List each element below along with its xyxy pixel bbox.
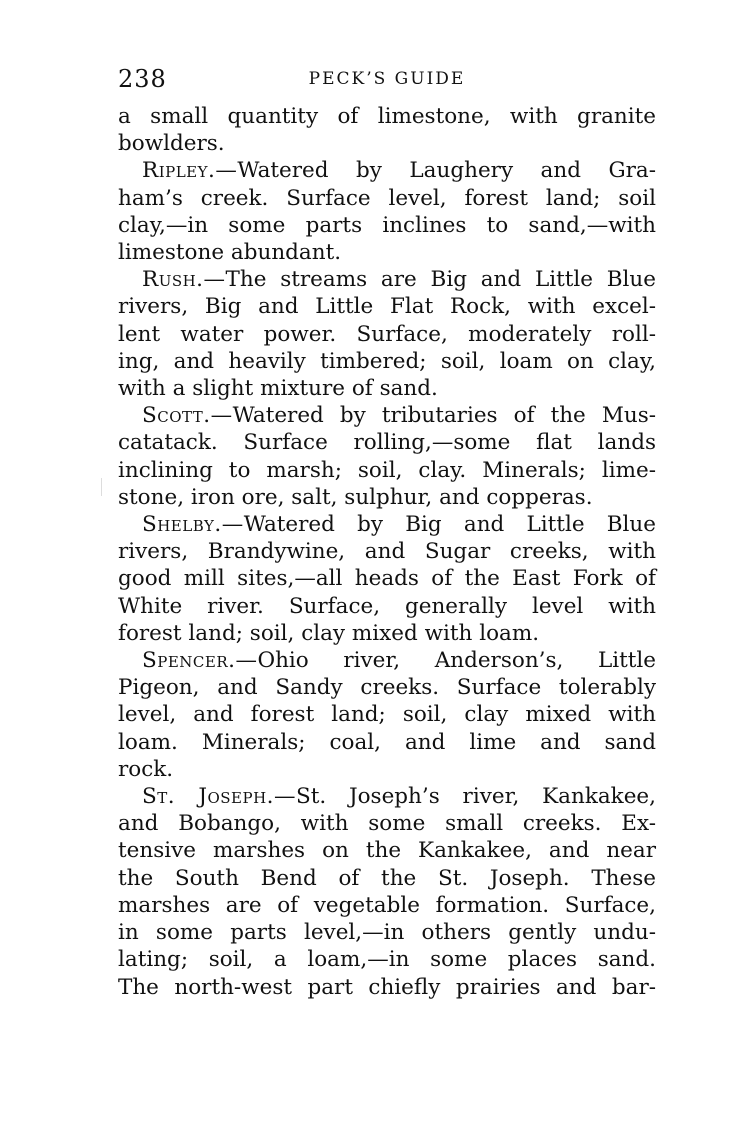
spencer-county-heading: Spencer.— <box>142 648 258 674</box>
st-joseph-entry-text: St. Joseph’s river, Kankakee, <box>296 784 656 810</box>
running-head <box>118 55 656 95</box>
text-line-11: with a slight mixture of sand. <box>118 376 438 402</box>
text-line-4: ham’s creek. Surface level, forest land; soil <box>118 185 656 211</box>
text-line-8: rivers, Big and Little Flat Rock, with excel- <box>118 294 656 320</box>
spencer-entry-text: Ohio river, Anderson’s, Little <box>257 648 656 674</box>
scott-county-heading: Scott.— <box>142 403 233 429</box>
text-line-27: and Bobango, with some small creeks. Ex- <box>118 811 656 837</box>
text-line-29: the South Bend of the St. Joseph. These <box>118 865 656 891</box>
spencer-entry-line-1 <box>118 647 656 674</box>
book-page <box>118 55 656 1001</box>
text-line-25: rock. <box>118 756 174 782</box>
text-line-19: White river. Surface, generally level with <box>118 593 656 619</box>
scott-entry-line-1 <box>118 402 656 429</box>
st-joseph-county-heading: St. Joseph.— <box>142 784 296 810</box>
ripley-entry-line-1 <box>118 157 656 184</box>
text-line-6: limestone abundant. <box>118 240 342 266</box>
text-line-30: marshes are of vegetable formation. Surface, <box>118 892 656 918</box>
shelby-entry-text: Watered by Big and Little Blue <box>243 512 656 538</box>
text-line-1: a small quantity of limestone, with granite <box>118 104 656 129</box>
text-line-2: bowlders. <box>118 131 225 157</box>
ripley-county-heading: Ripley.— <box>142 158 238 184</box>
rush-county-heading: Rush.— <box>142 267 226 293</box>
print-mark <box>101 478 102 496</box>
ripley-entry-text: Watered by Laughery and Gra- <box>237 158 656 184</box>
scott-entry-text: Watered by tributaries of the Mus- <box>232 403 656 429</box>
text-line-31: in some parts level,—in others gently undu- <box>118 920 656 946</box>
text-line-32: lating; soil, a loam,—in some places sand. <box>118 947 656 973</box>
text-line-10: ing, and heavily timbered; soil, loam on clay, <box>118 348 656 374</box>
rush-entry-line-1 <box>118 266 656 293</box>
text-line-14: inclining to marsh; soil, clay. Minerals; lime- <box>118 457 656 483</box>
running-title: PECK’S GUIDE <box>308 69 466 89</box>
shelby-entry-line-1 <box>118 511 656 538</box>
text-line-22: Pigeon, and Sandy creeks. Surface tolerably <box>118 675 656 701</box>
text-line-33: The north-west part chiefly prairies and bar- <box>118 974 656 1000</box>
text-line-9: lent water power. Surface, moderately roll- <box>118 321 656 347</box>
page-number: 238 <box>118 65 167 93</box>
text-line-23: level, and forest land; soil, clay mixed with <box>118 702 656 728</box>
st-joseph-entry-line-1 <box>118 783 656 810</box>
text-line-24: loam. Minerals; coal, and lime and sand <box>118 729 656 755</box>
text-line-18: good mill sites,—all heads of the East Fork of <box>118 566 656 592</box>
shelby-county-heading: Shelby.— <box>142 512 244 538</box>
text-line-13: catatack. Surface rolling,—some flat lands <box>118 430 656 456</box>
text-line-15: stone, iron ore, salt, sulphur, and copperas. <box>118 484 593 510</box>
text-line-17: rivers, Brandywine, and Sugar creeks, with <box>118 539 656 565</box>
page-body <box>118 103 656 1001</box>
text-line-5: clay,—in some parts inclines to sand,—with <box>118 212 656 238</box>
text-line-28: tensive marshes on the Kankakee, and near <box>118 838 656 864</box>
text-line-20: forest land; soil, clay mixed with loam. <box>118 620 540 646</box>
rush-entry-text: The streams are Big and Little Blue <box>225 267 656 293</box>
